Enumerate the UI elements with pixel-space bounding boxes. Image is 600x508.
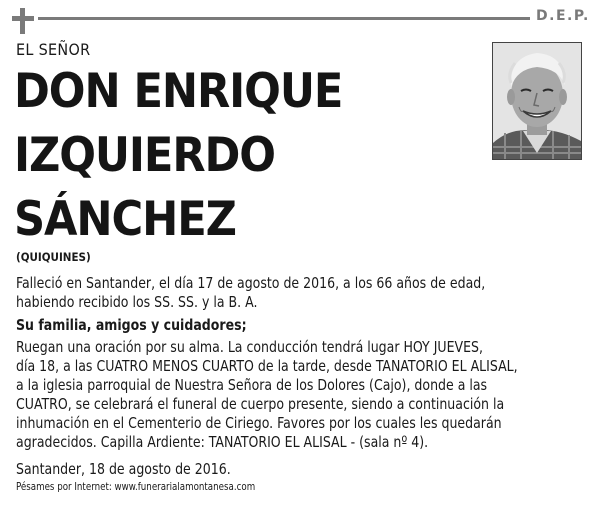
text-line: Ruegan una oración por su alma. La conducción tendrá lugar HOY JUEVES, xyxy=(16,338,483,356)
death-announcement xyxy=(16,274,485,312)
name-line: SÁNCHEZ xyxy=(14,192,236,247)
text-line: Falleció en Santander, el día 17 de agosto de 2016, a los 66 años de edad, xyxy=(16,274,486,292)
place-date: Santander, 18 de agosto de 2016. xyxy=(16,460,231,478)
honorific: EL SEÑOR xyxy=(16,40,91,59)
family-heading: Su familia, amigos y cuidadores; xyxy=(16,316,247,334)
text-line: agradecidos. Capilla Ardiente: TANATORIO EL ALISAL - (sala nº 4). xyxy=(16,433,429,451)
deceased-name xyxy=(14,60,342,252)
cross-icon xyxy=(12,8,34,34)
portrait-photo xyxy=(492,42,582,160)
portrait-image xyxy=(493,43,581,159)
text-line: CUATRO, se celebrará el funeral de cuerpo presente, siendo a continuación la xyxy=(16,395,505,413)
text-line: habiendo recibido los SS. SS. y la B. A. xyxy=(16,293,258,311)
dep-label: D.E.P. xyxy=(536,8,590,24)
condolences-link[interactable]: Pésames por Internet: www.funerarialamontanesa.com xyxy=(16,481,256,493)
name-line: DON ENRIQUE xyxy=(14,64,343,119)
name-line: IZQUIERDO xyxy=(14,128,275,183)
nickname: (QUIQUINES) xyxy=(16,250,91,264)
text-line: día 18, a las CUATRO MENOS CUARTO de la tarde, desde TANATORIO EL ALISAL, xyxy=(16,357,518,375)
top-divider xyxy=(38,17,530,20)
ceremony-details xyxy=(16,338,518,452)
text-line: a la iglesia parroquial de Nuestra Señora de los Dolores (Cajo), donde a las xyxy=(16,376,488,394)
text-line: inhumación en el Cementerio de Ciriego. Favores por los cuales les quedarán xyxy=(16,414,502,432)
